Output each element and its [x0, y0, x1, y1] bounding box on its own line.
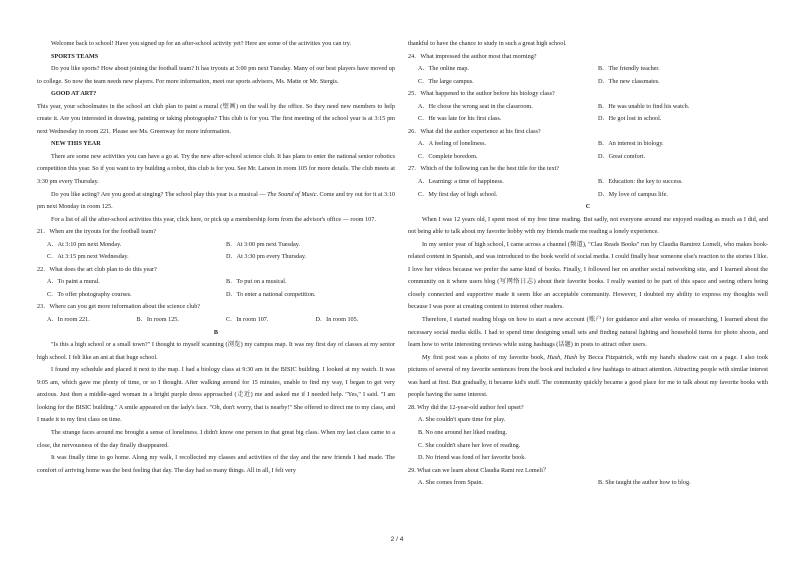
option-23a: A．In room 221. [47, 316, 90, 324]
c-paragraph-2: In my senior year of high school, I came across a channel (频道), "Clau Reads Books" run by Claudia Ramirez Lomeli, who makes book-related content in Spanish, and was introduced to the book world of social media. I could finally hear someone else's reaction to the stories I like. I love her videos because we prefer the same kind of books. Finally, I followed her on another social networking site, and I learned about the community on it where users blog (写网络日志) about their favorite books. I really wanted to be part of this space and seeing others being closely connected and supportive made it seem like an acceptable community. However, I doubted my ability to express my thoughts well because I was poor at creating content to interest other readers. [408, 240, 768, 311]
option-25b: B．He was unable to find his watch. [598, 102, 690, 110]
options-24 [408, 63, 768, 88]
option-26c: C．Complete boredom. [418, 152, 478, 160]
option-21b: B．At 3:00 pm next Tuesday. [226, 240, 301, 248]
right-column [408, 38, 768, 490]
option-27c: C．My first day of high school. [418, 190, 498, 198]
option-24c: C．The large campus. [418, 77, 474, 85]
b-paragraph-4: It was finally time to go home. Along my walk, I recollected my classes and activities of the day and the new friends I had made. The comfort of arriving home was the best feeling that day. The day had so many things. All in all, I felt very [37, 454, 395, 474]
b-paragraph-3: The strange faces around me brought a sense of loneliness. I didn't know one person in that great big class. When my last class came to a close, the nervousness of the day finally disappeared. [37, 428, 395, 449]
option-28b: B. No one around her liked reading. [418, 428, 508, 436]
c-paragraph-1: When I was 12 years old, I spent most of my free time reading. But sadly, not everyone around me enjoyed reading as much as I did, and not being able to talk about my favorite hobby with my friends made me reading a lonely experience. [408, 215, 768, 236]
question-28: 28. Why did the 12-year-old author feel upset? [408, 403, 524, 411]
option-28a: A. She couldn't spare time for play. [418, 416, 506, 424]
options-26 [408, 138, 768, 163]
question-27: 27．Which of the following can be the best title for the text? [408, 165, 560, 173]
option-26d: D．Great comfort. [598, 152, 646, 160]
option-22d: D．To enter a national competition. [226, 290, 316, 298]
options-27 [408, 176, 768, 201]
option-29a: A. She comes from Spain. [418, 479, 483, 487]
question-25: 25．What happened to the author before his biology class? [408, 90, 555, 98]
art-paragraph: This year, your schoolmates in the school art club plan to paint a mural (壁画) on the wall by the office. So they need new members to help create it. Are you interested in drawing, painting or taking photographs? This club is for you. The first meeting of the school year is at 3:15 pm next Wednesday in room 221. Please see Ms. Greenway for more information. [37, 102, 395, 135]
option-28d: D. No friend was fond of her favorite book. [418, 454, 526, 462]
option-21d: D．At 3:30 pm every Thursday. [226, 253, 307, 261]
musical-paragraph [37, 189, 395, 214]
option-24d: D．The new classmates. [598, 77, 660, 85]
page-number: 2 / 4 [390, 536, 404, 543]
science-paragraph: There are some new activities you can have a go at. Try the new after-school science club. It has plans to enter the national senior robotics competition this year. So if you want to try building a robot, this club is for you. See Mr. Larson in room 105 for more details. The club meets at 3:30 pm every Thursday. [37, 152, 395, 186]
c-p4-text-b: by Becca Fitzpatrick, with my hand's shadow cast on a page. I also took pictures of several of my favorite sentences from the book and included a few hashtags to attract attention. Attracting people with similar interest was hard at first. But gradually, it became kid's stuff. The community quickly became a good place for me to talk about my favorite books with people having the same interest. [408, 353, 769, 399]
option-23b: B．In room 125. [136, 316, 179, 324]
option-25d: D．He got lost in school. [598, 115, 662, 123]
option-26b: B．An interest in biology. [598, 140, 664, 148]
question-23: 23．Where can you get more information about the science club? [37, 303, 201, 311]
option-29b: B. She taught the author how to blog. [598, 479, 691, 487]
new-heading: NEW THIS YEAR [51, 140, 101, 148]
b-paragraph-2: I found my schedule and placed it next to the map. I had a biology class at 9:30 am in the BISIC building. I looked at my watch. It was 9:05 am, which gave me plenty of time, or so I thought. After walking around for 15 minutes, unable to find my way, I began to get very anxious. Just then a middle-aged woman in a bright purple dress approached (走近) me and asked me if I needed help. "Yes," I said. "I am looking for the BISIC building." A smile appeared on the lady's face. "Oh, don't worry, that is nearby!" She offered to direct me to my class, and I made it to my first class on time. [37, 366, 395, 424]
list-paragraph: For a list of all the after-school activities this year, click here, or pick up a membership form from the advisor's office — room 107. [51, 215, 376, 223]
c-p4-text-a: My first post was a photo of my favorite book, [422, 353, 548, 361]
option-25c: C．He was late for his first class. [418, 115, 502, 123]
question-26: 26．What did the author experience at his first class? [408, 127, 541, 135]
section-b-heading: B [213, 328, 219, 336]
options-22 [37, 276, 395, 301]
musical-text-a: Do you like acting? Are you good at singing? The school play this year is a musical — [51, 190, 268, 198]
question-22: 22．What does the art club plan to do this year? [37, 265, 157, 273]
question-21: 21．When are the tryouts for the football team? [37, 228, 157, 236]
question-24: 24．What impressed the author most that morning? [408, 52, 537, 60]
options-21 [37, 239, 395, 264]
option-25a: A．He chose the wrong seat in the classroom. [418, 102, 533, 110]
option-24a: A．The online map. [418, 65, 470, 73]
option-21a: A．At 3:10 pm next Monday. [47, 240, 122, 248]
options-23 [37, 314, 395, 327]
option-21c: C．At 3:15 pm next Wednesday. [47, 253, 129, 261]
option-23d: D．In room 105. [315, 316, 359, 324]
option-28c: C. She couldn't share her love of reading. [418, 441, 521, 449]
section-c-heading: C [585, 203, 591, 211]
intro-paragraph: Welcome back to school! Have you signed up for an after-school activity yet? Here are some of the activities you can try. [51, 40, 351, 47]
option-23c: C．In room 107. [226, 316, 269, 324]
options-25 [408, 101, 768, 126]
c-paragraph-3: Therefore, I started reading blogs on how to start a new account (账户) for guidance and after weeks of researching, I learned about the necessary social media skills. I had to spend time designing small sets and finding natural lighting and household items for photo shoots, and learn how to write interesting reviews while using hashtags (话题) in posts to attract other users. [408, 316, 768, 349]
option-22b: B．To put on a musical. [226, 278, 287, 286]
option-22c: C．To offer photography courses. [47, 290, 132, 298]
b-paragraph-1: "Is this a high school or a small town?" I thought to myself scanning (浏览) my campus map. It was my first day of classes at my senior high school. I felt like an ant at that huge school. [37, 341, 395, 361]
sports-paragraph: Do you like sports? How about joining the football team? It has tryouts at 3:00 pm next Tuesday. Many of our best players have moved up to college. So now the team needs new players. For more information, meet our sports advisors, Ms. Matte or Mr. Stergis. [37, 65, 395, 85]
art-heading: GOOD AT ART? [51, 90, 97, 98]
option-22a: A．To paint a mural. [47, 278, 100, 286]
option-26a: A．A feeling of loneliness. [418, 140, 487, 148]
musical-text-b: . Come and try out for it at 3:10 pm next Monday in room 125. [37, 190, 396, 211]
option-27b: B．Education: the key to success. [598, 178, 683, 186]
c-paragraph-4 [408, 352, 768, 402]
book-title: Hush, Hush [547, 353, 578, 361]
options-29 [408, 477, 768, 490]
option-27a: A．Learning: a time of happiness. [418, 178, 504, 186]
question-29: 29. What can we learn about Claudia Rami rez Lomeli？ [408, 466, 550, 474]
option-27d: D．My love of campus life. [598, 190, 668, 198]
sports-heading: SPORTS TEAMS [51, 52, 99, 60]
left-column [37, 38, 395, 477]
options-28 [408, 414, 768, 464]
b-continuation: thankful to have the chance to study in such a great high school. [408, 40, 567, 47]
musical-title: The Sound of Music [267, 190, 317, 198]
option-24b: B．The friendly teacher. [598, 65, 660, 73]
